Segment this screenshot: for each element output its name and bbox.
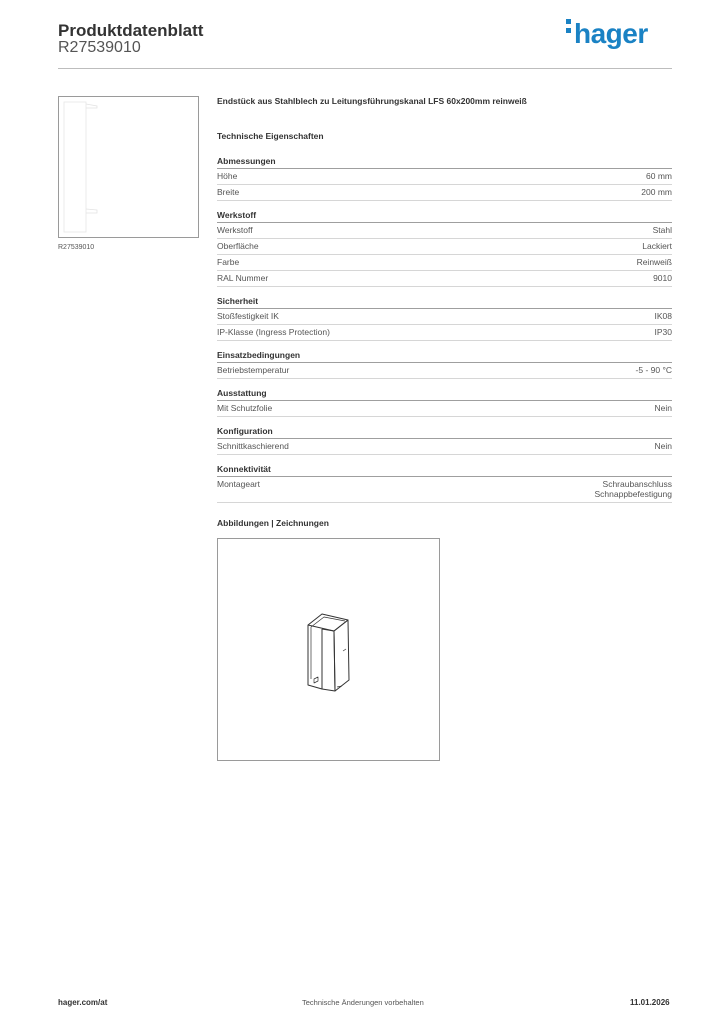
technical-drawing <box>217 538 440 761</box>
property-value-line: Schraubanschluss <box>602 479 672 489</box>
footer-date: 11.01.2026 <box>630 998 670 1007</box>
property-row <box>217 271 672 287</box>
thumbnail-caption: R27539010 <box>58 244 95 251</box>
footer-website-link[interactable]: hager.com/at <box>58 998 108 1007</box>
page-title: Produktdatenblatt <box>58 21 204 40</box>
header-divider <box>58 68 672 69</box>
hager-logo[interactable] <box>566 18 648 50</box>
logo-dots-icon <box>566 19 572 37</box>
property-row <box>217 363 672 379</box>
property-row <box>217 223 672 239</box>
section-title: Werkstoff <box>217 209 672 223</box>
property-value: 200 mm <box>641 187 672 197</box>
property-value: IP30 <box>654 327 672 337</box>
section-werkstoff <box>217 209 672 287</box>
property-label: Oberfläche <box>217 241 259 251</box>
property-label: Farbe <box>217 257 240 267</box>
property-row <box>217 401 672 417</box>
property-value: Stahl <box>652 225 672 235</box>
property-value <box>594 479 672 499</box>
property-value: Nein <box>654 441 672 451</box>
property-label: Betriebstemperatur <box>217 365 290 375</box>
property-label: Schnittkaschierend <box>217 441 289 451</box>
property-label: Montageart <box>217 479 260 489</box>
footer-note: Technische Änderungen vorbehalten <box>302 998 424 1007</box>
section-title: Sicherheit <box>217 295 672 309</box>
section-title: Ausstattung <box>217 387 672 401</box>
property-row <box>217 185 672 201</box>
figures-heading: Abbildungen | Zeichnungen <box>217 518 329 528</box>
property-row <box>217 325 672 341</box>
property-label: RAL Nummer <box>217 273 269 283</box>
property-value: IK08 <box>654 311 672 321</box>
property-value: 60 mm <box>646 171 672 181</box>
logo-text: hager <box>574 18 648 49</box>
property-row <box>217 439 672 455</box>
property-value: Nein <box>654 403 672 413</box>
property-row <box>217 477 672 503</box>
property-label: Stoßfestigkeit IK <box>217 311 279 321</box>
property-label: Breite <box>217 187 240 197</box>
section-konnektivitaet <box>217 463 672 503</box>
property-value-line: Schnappbefestigung <box>594 489 672 499</box>
product-thumbnail <box>58 96 199 238</box>
property-label: IP-Klasse (Ingress Protection) <box>217 327 330 337</box>
section-abmessungen <box>217 155 672 201</box>
section-title: Konnektivität <box>217 463 672 477</box>
property-row <box>217 239 672 255</box>
property-row <box>217 309 672 325</box>
section-title: Einsatzbedingungen <box>217 349 672 363</box>
end-cap-drawing-icon <box>218 539 439 760</box>
property-row <box>217 169 672 185</box>
section-ausstattung <box>217 387 672 417</box>
product-thumbnail-image <box>59 97 198 237</box>
product-sku: R27539010 <box>58 39 141 56</box>
property-label: Werkstoff <box>217 225 253 235</box>
property-value: -5 - 90 °C <box>635 365 672 375</box>
section-konfiguration <box>217 425 672 455</box>
section-einsatzbedingungen <box>217 349 672 379</box>
property-row <box>217 255 672 271</box>
property-value: Reinweiß <box>636 257 672 267</box>
section-title: Konfiguration <box>217 425 672 439</box>
tech-properties-heading: Technische Eigenschaften <box>217 131 324 141</box>
property-label: Höhe <box>217 171 238 181</box>
property-label: Mit Schutzfolie <box>217 403 273 413</box>
properties-table <box>217 155 672 511</box>
property-value: 9010 <box>653 273 672 283</box>
section-sicherheit <box>217 295 672 341</box>
product-description: Endstück aus Stahlblech zu Leitungsführungskanal LFS 60x200mm reinweiß <box>217 96 527 106</box>
property-value: Lackiert <box>642 241 672 251</box>
section-title: Abmessungen <box>217 155 672 169</box>
